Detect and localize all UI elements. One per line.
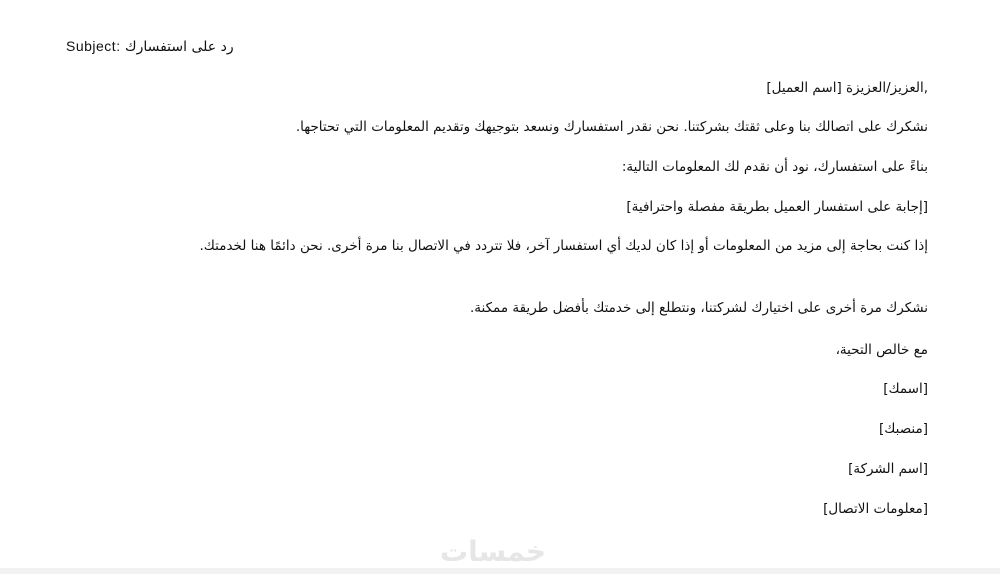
signature-company: [اسم الشركة]: [848, 461, 928, 477]
paragraph-answer-placeholder: [إجابة على استفسار العميل بطريقة مفصلة واحترافية]: [626, 199, 928, 215]
paragraph-thanks: نشكرك على اتصالك بنا وعلى ثقتك بشركتنا. نحن نقدر استفسارك ونسعد بتوجيهك وتقديم المعلومات التي تحتاجها.: [295, 119, 928, 135]
closing-line: مع خالص التحية،: [835, 342, 928, 358]
paragraph-more-info: إذا كنت بحاجة إلى مزيد من المعلومات أو إذا كان لديك أي استفسار آخر، فلا تتردد في الاتصال بنا مرة أخرى. نحن دائمًا هنا لخدمتك.: [199, 238, 928, 254]
subject-text: رد على استفسارك: [125, 39, 234, 55]
subject-line: [66, 38, 234, 55]
subject-label: Subject:: [66, 38, 121, 54]
paragraph-intro: بناءً على استفسارك، نود أن نقدم لك المعلومات التالية:: [621, 159, 928, 175]
signature-position: [منصبك]: [879, 421, 928, 437]
signature-name: [اسمك]: [883, 381, 928, 397]
watermark-logo: خمسات: [440, 535, 547, 568]
bottom-divider: [0, 568, 1000, 574]
signature-contact: [معلومات الاتصال]: [823, 501, 928, 517]
greeting: ,العزيز/العزيزة [اسم العميل]: [766, 80, 928, 96]
paragraph-thanks-again: نشكرك مرة أخرى على اختيارك لشركتنا، ونتطلع إلى خدمتك بأفضل طريقة ممكنة.: [469, 300, 928, 316]
